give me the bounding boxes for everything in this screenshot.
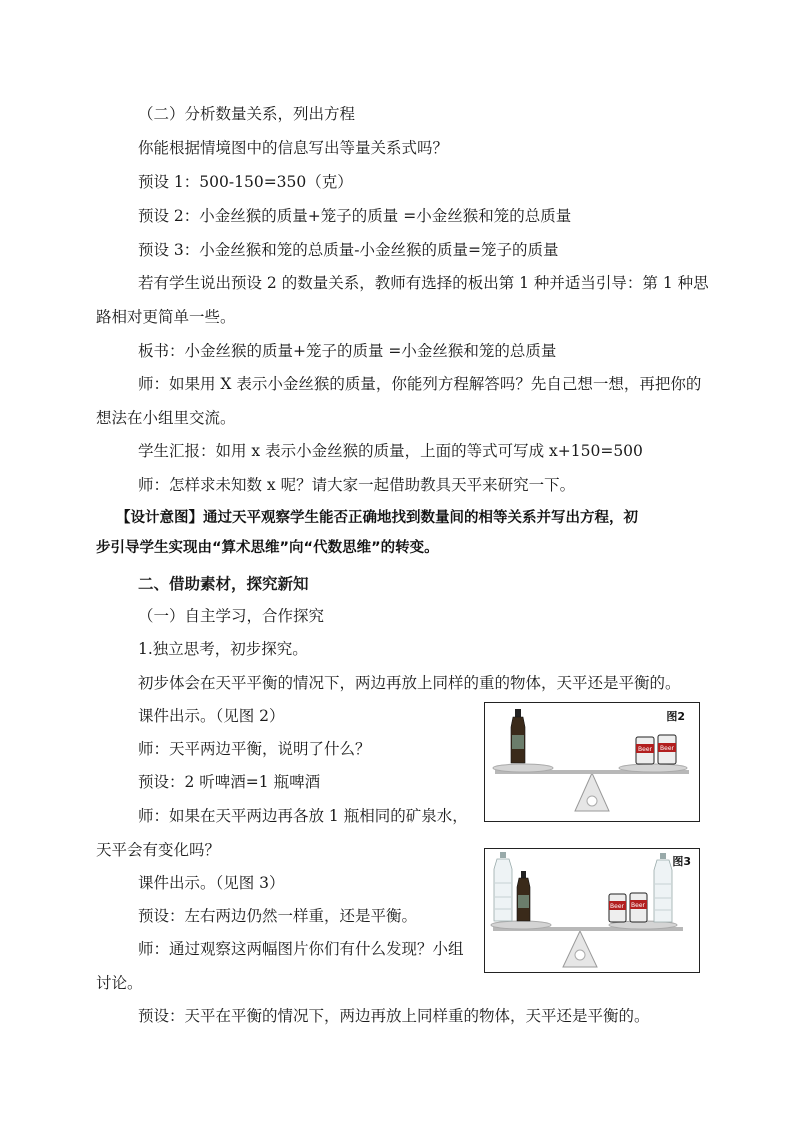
right-pan bbox=[619, 764, 687, 772]
scale-fulcrum bbox=[563, 931, 597, 967]
scale-dial-icon bbox=[575, 950, 585, 960]
paragraph: 1.独立思考，初步探究。 bbox=[138, 640, 308, 658]
paragraph: 天平会有变化吗？ bbox=[96, 841, 221, 859]
paragraph: 预设 1：500-150=350（克） bbox=[138, 173, 353, 191]
section-heading: 二、借助素材，探究新知 bbox=[138, 575, 309, 593]
paragraph: 师：天平两边平衡，说明了什么？ bbox=[138, 740, 371, 758]
figure-3-label: 图3 bbox=[672, 855, 691, 868]
beer-can-icon bbox=[630, 893, 647, 922]
figure-2-balance bbox=[484, 702, 700, 822]
can-label: Beer bbox=[638, 746, 652, 753]
beer-can-icon bbox=[609, 894, 626, 922]
paragraph: 课件出示。（见图 2） bbox=[138, 707, 285, 725]
design-intent: 【设计意图】通过天平观察学生能否正确地找到数量间的相等关系并写出方程，初 bbox=[116, 510, 638, 526]
left-pan bbox=[491, 921, 551, 929]
paragraph: 预设 2：小金丝猴的质量+笼子的质量 =小金丝猴和笼的总质量 bbox=[138, 207, 572, 225]
section-heading-analyze: （二）分析数量关系，列出方程 bbox=[138, 105, 356, 123]
paragraph: 想法在小组里交流。 bbox=[96, 409, 236, 427]
paragraph: 若有学生说出预设 2 的数量关系，教师有选择的板出第 1 种并适当引导：第 1 种思 bbox=[138, 274, 709, 292]
can-label: Beer bbox=[631, 902, 645, 909]
water-bottle-icon bbox=[654, 853, 672, 922]
can-label: Beer bbox=[610, 903, 624, 910]
beer-bottle-icon bbox=[517, 871, 530, 921]
beer-can-icon bbox=[658, 735, 676, 764]
paragraph: 路相对更简单一些。 bbox=[96, 308, 236, 326]
paragraph: 师：怎样求未知数 x 呢？请大家一起借助教具天平来研究一下。 bbox=[138, 476, 576, 494]
paragraph: 师：如果在天平两边再各放 1 瓶相同的矿泉水， bbox=[138, 807, 468, 825]
paragraph: 师：通过观察这两幅图片你们有什么发现？小组 bbox=[138, 940, 464, 958]
paragraph: 预设：左右两边仍然一样重，还是平衡。 bbox=[138, 907, 418, 925]
can-label: Beer bbox=[660, 745, 674, 752]
design-intent: 步引导学生实现由“算术思维”向“代数思维”的转变。 bbox=[96, 540, 439, 556]
paragraph: 预设 3：小金丝猴和笼的总质量-小金丝猴的质量=笼子的质量 bbox=[138, 241, 559, 259]
left-pan bbox=[493, 764, 553, 772]
figure-2-label: 图2 bbox=[666, 710, 685, 723]
figure-3-balance bbox=[484, 848, 700, 973]
paragraph: 讨论。 bbox=[96, 974, 143, 992]
paragraph: 预设：2 听啤酒=1 瓶啤酒 bbox=[138, 773, 321, 791]
beer-bottle-icon bbox=[511, 709, 525, 763]
paragraph: 师：如果用 X 表示小金丝猴的质量，你能列方程解答吗？先自己想一想，再把你的 bbox=[138, 375, 702, 393]
balance-scale-illustration bbox=[485, 849, 699, 972]
subsection-heading: （一）自主学习，合作探究 bbox=[138, 607, 325, 625]
paragraph: 预设：天平在平衡的情况下，两边再放上同样重的物体，天平还是平衡的。 bbox=[138, 1007, 650, 1025]
paragraph: 学生汇报：如用 x 表示小金丝猴的质量，上面的等式可写成 x+150=500 bbox=[138, 442, 643, 460]
paragraph: 板书：小金丝猴的质量+笼子的质量 =小金丝猴和笼的总质量 bbox=[138, 342, 557, 360]
water-bottle-icon bbox=[494, 852, 512, 921]
scale-dial-icon bbox=[587, 796, 597, 806]
paragraph: 课件出示。（见图 3） bbox=[138, 874, 285, 892]
paragraph: 初步体会在天平平衡的情况下，两边再放上同样的重的物体，天平还是平衡的。 bbox=[138, 674, 681, 692]
beer-can-icon bbox=[636, 737, 654, 764]
paragraph: 你能根据情境图中的信息写出等量关系式吗？ bbox=[138, 139, 449, 157]
